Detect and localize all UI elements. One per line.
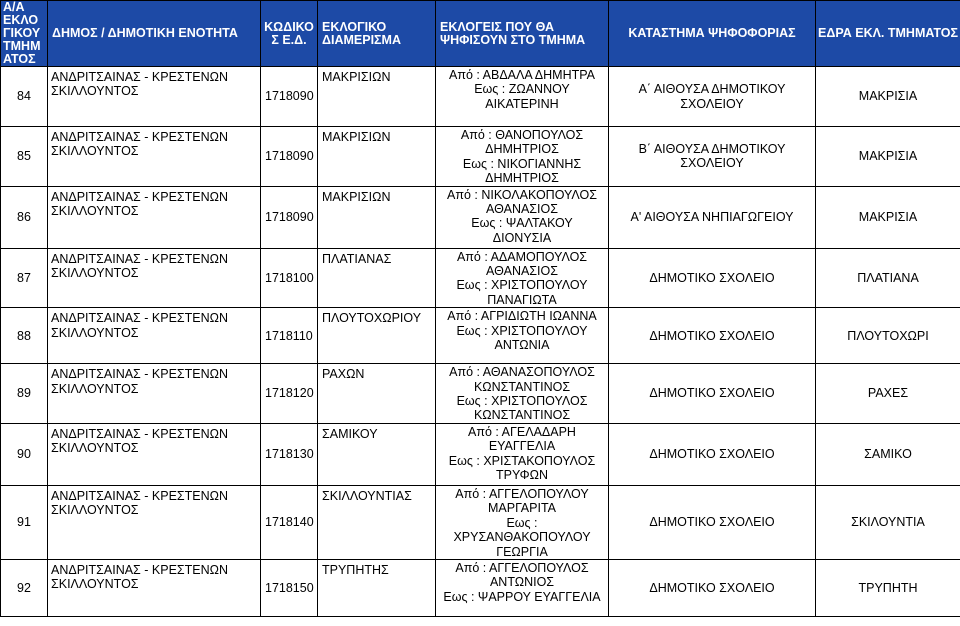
section-number: 89 bbox=[1, 364, 48, 424]
polling-place: ΔΗΜΟΤΙΚΟ ΣΧΟΛΕΙΟ bbox=[609, 364, 816, 424]
table-row bbox=[1, 423, 960, 485]
municipality-cell: ΑΝΔΡΙΤΣΑΙΝΑΣ - ΚΡΕΣΤΕΝΩΝ ΣΚΙΛΛΟΥΝΤΟΣ bbox=[48, 423, 261, 485]
header-code: ΚΩΔΙΚΟ Σ Ε.Δ. bbox=[261, 1, 318, 67]
section-number: 91 bbox=[1, 485, 48, 559]
municipality-cell: ΑΝΔΡΙΤΣΑΙΝΑΣ - ΚΡΕΣΤΕΝΩΝ ΣΚΙΛΛΟΥΝΤΟΣ bbox=[48, 127, 261, 187]
district-code: 1718100 bbox=[261, 248, 318, 308]
polling-place: Α΄ ΑΙΘΟΥΣΑ ΔΗΜΟΤΙΚΟΥ ΣΧΟΛΕΙΟΥ bbox=[609, 67, 816, 127]
voters-range: Από : ΝΙΚΟΛΑΚΟΠΟΥΛΟΣ ΑΘΑΝΑΣΙΟΣ Εως : ΨΑΛΤΑΚΟΥ ΔΙΟΝΥΣΙΑ bbox=[436, 186, 609, 248]
district-code: 1718150 bbox=[261, 559, 318, 616]
section-number: 92 bbox=[1, 559, 48, 616]
voters-range: Από : ΑΓΓΕΛΟΠΟΥΛΟΣ ΑΝΤΩΝΙΟΣ Εως : ΨΑΡΡΟΥ ΕΥΑΓΓΕΛΙΑ bbox=[436, 559, 609, 616]
electoral-district: ΜΑΚΡΙΣΙΩΝ bbox=[318, 67, 436, 127]
municipality-cell: ΑΝΔΡΙΤΣΑΙΝΑΣ - ΚΡΕΣΤΕΝΩΝ ΣΚΙΛΛΟΥΝΤΟΣ bbox=[48, 485, 261, 559]
electoral-district: ΡΑΧΩΝ bbox=[318, 364, 436, 424]
section-number: 90 bbox=[1, 423, 48, 485]
table-row bbox=[1, 248, 960, 308]
section-seat: ΠΛΟΥΤΟΧΩΡΙ bbox=[816, 308, 960, 364]
municipality-cell: ΑΝΔΡΙΤΣΑΙΝΑΣ - ΚΡΕΣΤΕΝΩΝ ΣΚΙΛΛΟΥΝΤΟΣ bbox=[48, 248, 261, 308]
section-number: 84 bbox=[1, 67, 48, 127]
electoral-district: ΜΑΚΡΙΣΙΩΝ bbox=[318, 127, 436, 187]
section-number: 86 bbox=[1, 186, 48, 248]
table-row bbox=[1, 364, 960, 424]
section-seat: ΤΡΥΠΗΤΗ bbox=[816, 559, 960, 616]
municipality-cell: ΑΝΔΡΙΤΣΑΙΝΑΣ - ΚΡΕΣΤΕΝΩΝ ΣΚΙΛΛΟΥΝΤΟΣ bbox=[48, 364, 261, 424]
municipality-cell: ΑΝΔΡΙΤΣΑΙΝΑΣ - ΚΡΕΣΤΕΝΩΝ ΣΚΙΛΛΟΥΝΤΟΣ bbox=[48, 67, 261, 127]
table-row bbox=[1, 127, 960, 187]
electoral-district: ΜΑΚΡΙΣΙΩΝ bbox=[318, 186, 436, 248]
table-row bbox=[1, 485, 960, 559]
municipality-cell: ΑΝΔΡΙΤΣΑΙΝΑΣ - ΚΡΕΣΤΕΝΩΝ ΣΚΙΛΛΟΥΝΤΟΣ bbox=[48, 186, 261, 248]
polling-place: Β΄ ΑΙΘΟΥΣΑ ΔΗΜΟΤΙΚΟΥ ΣΧΟΛΕΙΟΥ bbox=[609, 127, 816, 187]
section-seat: ΣΚΙΛΟΥΝΤΙΑ bbox=[816, 485, 960, 559]
voters-range: Από : ΑΘΑΝΑΣΟΠΟΥΛΟΣ ΚΩΝΣΤΑΝΤΙΝΟΣ Εως : ΧΡΙΣΤΟΠΟΥΛΟΣ ΚΩΝΣΤΑΝΤΙΝΟΣ bbox=[436, 364, 609, 424]
voters-range: Από : ΑΓΡΙΔΙΩΤΗ ΙΩΑΝΝΑ Εως : ΧΡΙΣΤΟΠΟΥΛΟΥ ΑΝΤΩΝΙΑ bbox=[436, 308, 609, 364]
electoral-district: ΤΡΥΠΗΤΗΣ bbox=[318, 559, 436, 616]
section-seat: ΣΑΜΙΚΟ bbox=[816, 423, 960, 485]
voters-range: Από : ΑΓΕΛΑΔΑΡΗ ΕΥΑΓΓΕΛΙΑ Εως : ΧΡΙΣΤΑΚΟΠΟΥΛΟΣ ΤΡΥΦΩΝ bbox=[436, 423, 609, 485]
header-dimos: ΔΗΜΟΣ / ΔΗΜΟΤΙΚΗ ΕΝΟΤΗΤΑ bbox=[48, 1, 261, 67]
municipality-cell: ΑΝΔΡΙΤΣΑΙΝΑΣ - ΚΡΕΣΤΕΝΩΝ ΣΚΙΛΛΟΥΝΤΟΣ bbox=[48, 308, 261, 364]
polling-place: ΔΗΜΟΤΙΚΟ ΣΧΟΛΕΙΟ bbox=[609, 559, 816, 616]
header-row bbox=[1, 1, 960, 67]
section-seat: ΡΑΧΕΣ bbox=[816, 364, 960, 424]
electoral-district: ΠΛΑΤΙΑΝΑΣ bbox=[318, 248, 436, 308]
voters-range: Από : ΑΔΑΜΟΠΟΥΛΟΣ ΑΘΑΝΑΣΙΟΣ Εως : ΧΡΙΣΤΟΠΟΥΛΟΥ ΠΑΝΑΓΙΩΤΑ bbox=[436, 248, 609, 308]
voters-range: Από : ΑΓΓΕΛΟΠΟΥΛΟΥ ΜΑΡΓΑΡΙΤΑ Εως : ΧΡΥΣΑΝΘΑΚΟΠΟΥΛΟΥ ΓΕΩΡΓΙΑ bbox=[436, 485, 609, 559]
table-row bbox=[1, 186, 960, 248]
polling-place: ΔΗΜΟΤΙΚΟ ΣΧΟΛΕΙΟ bbox=[609, 423, 816, 485]
header-voters: ΕΚΛΟΓΕΙΣ ΠΟΥ ΘΑ ΨΗΦΙΣΟΥΝ ΣΤΟ ΤΜΗΜΑ bbox=[436, 1, 609, 67]
section-number: 87 bbox=[1, 248, 48, 308]
header-diamerisma: ΕΚΛΟΓΙΚΟ ΔΙΑΜΕΡΙΣΜΑ bbox=[318, 1, 436, 67]
section-seat: ΠΛΑΤΙΑΝΑ bbox=[816, 248, 960, 308]
district-code: 1718120 bbox=[261, 364, 318, 424]
section-number: 88 bbox=[1, 308, 48, 364]
table-row bbox=[1, 67, 960, 127]
header-aa: Α/Α ΕΚΛΟ ΓΙΚΟΥ ΤΜΗΜ ΑΤΟΣ bbox=[1, 1, 48, 67]
section-seat: ΜΑΚΡΙΣΙΑ bbox=[816, 67, 960, 127]
district-code: 1718140 bbox=[261, 485, 318, 559]
polling-place: ΔΗΜΟΤΙΚΟ ΣΧΟΛΕΙΟ bbox=[609, 308, 816, 364]
section-seat: ΜΑΚΡΙΣΙΑ bbox=[816, 127, 960, 187]
polling-place: ΔΗΜΟΤΙΚΟ ΣΧΟΛΕΙΟ bbox=[609, 485, 816, 559]
district-code: 1718130 bbox=[261, 423, 318, 485]
electoral-district: ΠΛΟΥΤΟΧΩΡΙΟΥ bbox=[318, 308, 436, 364]
district-code: 1718090 bbox=[261, 67, 318, 127]
municipality-cell: ΑΝΔΡΙΤΣΑΙΝΑΣ - ΚΡΕΣΤΕΝΩΝ ΣΚΙΛΛΟΥΝΤΟΣ bbox=[48, 559, 261, 616]
section-seat: ΜΑΚΡΙΣΙΑ bbox=[816, 186, 960, 248]
table-row bbox=[1, 559, 960, 616]
electoral-district: ΣΑΜΙΚΟΥ bbox=[318, 423, 436, 485]
district-code: 1718090 bbox=[261, 186, 318, 248]
district-code: 1718090 bbox=[261, 127, 318, 187]
header-store: ΚΑΤΑΣΤΗΜΑ ΨΗΦΟΦΟΡΙΑΣ bbox=[609, 1, 816, 67]
table-row bbox=[1, 308, 960, 364]
voters-range: Από : ΘΑΝΟΠΟΥΛΟΣ ΔΗΜΗΤΡΙΟΣ Εως : ΝΙΚΟΓΙΑΝΝΗΣ ΔΗΜΗΤΡΙΟΣ bbox=[436, 127, 609, 187]
header-seat: ΕΔΡΑ ΕΚΛ. ΤΜΗΜΑΤΟΣ bbox=[816, 1, 960, 67]
voters-range: Από : ΑΒΔΑΛΑ ΔΗΜΗΤΡΑ Εως : ΖΩΑΝΝΟΥ ΑΙΚΑΤΕΡΙΝΗ bbox=[436, 67, 609, 127]
section-number: 85 bbox=[1, 127, 48, 187]
electoral-district: ΣΚΙΛΛΟΥΝΤΙΑΣ bbox=[318, 485, 436, 559]
polling-place: ΔΗΜΟΤΙΚΟ ΣΧΟΛΕΙΟ bbox=[609, 248, 816, 308]
district-code: 1718110 bbox=[261, 308, 318, 364]
polling-place: Α' ΑΙΘΟΥΣΑ ΝΗΠΙΑΓΩΓΕΙΟΥ bbox=[609, 186, 816, 248]
